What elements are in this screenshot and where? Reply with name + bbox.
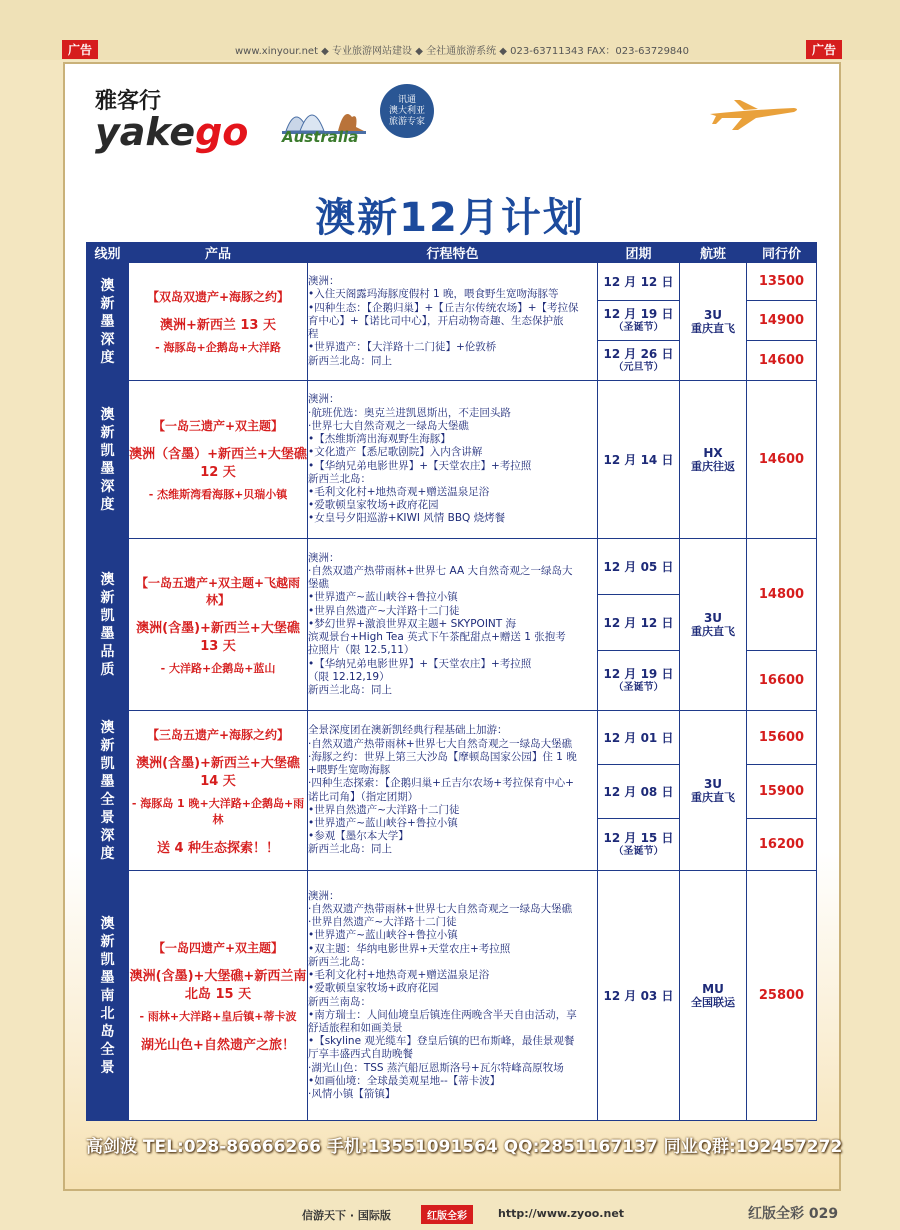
line-cell: 澳新凯墨深度 [87,381,129,539]
features-cell: 澳洲： •入住天阁露玛海豚度假村 1 晚，喂食野生宽吻海豚等 •四种生态：【企鹅归巢】+【丘吉尔传统农场】+【考拉保 育中心】+【诺比司中心】，开启动物奇趣、生态保护旅 程 •世界遗产：【大洋路十二门徒】+伦敦桥 新西兰北岛：同上 [308,263,598,381]
date-cell: 12 月 12 日 [598,263,680,301]
header-price: 同行价 [747,243,817,263]
ad-label-left: 广告 [62,40,98,59]
features-cell: 澳洲： ·航班优选：奥克兰进凯恩斯出，不走回头路 ·世界七大自然奇观之一绿岛大堡礁 •【杰维斯湾出海观野生海豚】 •文化遗产【悉尼歌剧院】入内含讲解 •【华纳兄弟电影世界】+【天堂农庄】+考拉照 新西兰北岛： •毛利文化村+地热奇观+赠送温泉足浴 •爱歌顿皇家牧场+政府花园 •女皇号夕阳巡游+KIWI 风情 BBQ 烧烤餐 [308,381,598,539]
footer-magazine-tag: 红版全彩 [421,1205,473,1224]
date-cell: 12 月 14 日 [598,381,680,539]
price-cell: 14600 [747,381,817,539]
table-row [87,871,817,1121]
price-cell: 16200 [747,819,817,871]
product-cell: 【一岛五遗产+双主题+飞越雨林】 澳洲(含墨)+新西兰+大堡礁 13 天 - 大洋路+企鹅岛+蓝山 [129,539,308,711]
line-cell: 澳新凯墨品质 [87,539,129,711]
page-title: 澳新12月计划 [315,195,585,241]
price-cell: 25800 [747,871,817,1121]
price-cell: 15900 [747,765,817,819]
date-cell: 12 月 05 日 [598,539,680,595]
date-cell: 12 月 26 日 （元旦节） [598,341,680,381]
features-cell: 澳洲： ·自然双遗产热带雨林+世界七 AA 大自然奇观之一绿岛大 堡礁 •世界遗产~蓝山峡谷+鲁拉小镇 •世界自然遗产~大洋路十二门徒 •梦幻世界+激浪世界双主题+ SKYPOINT 海 滨观景台+High Tea 英式下午茶配甜点+赠送 1 张抱考 拉照片（限 12.5,11） •【华纳兄弟电影世界】+【天堂农庄】+考拉照 （限 12.12,19） 新西兰北岛：同上 [308,539,598,711]
australia-expert-badge: 讯通 澳大利亚 旅游专家 [380,84,434,138]
date-cell: 12 月 15 日 （圣诞节） [598,819,680,871]
page-number: 红版全彩 029 [748,1206,839,1222]
australia-label: Australia [282,128,359,146]
features-cell: 全景深度团在澳新凯经典行程基础上加游： ·自然双遗产热带雨林+世界七大自然奇观之一绿岛大堡礁 ·海豚之约：世界上第三大沙岛【摩顿岛国家公园】住 1 晚 +喂野生宽吻海豚 ·四种生态探索：【企鹅归巢+丘吉尔农场+考拉保育中心+ 诺比司角】（指定团期） •世界自然遗产~大洋路十二门徒 •世界遗产~蓝山峡谷+鲁拉小镇 •参观【墨尔本大学】 新西兰北岛：同上 [308,711,598,871]
line-cell: 澳新凯墨全景深度 [87,711,129,871]
page-footer [0,1195,900,1230]
price-cell: 16600 [747,651,817,711]
product-cell: 【三岛五遗产+海豚之约】 澳洲(含墨)+新西兰+大堡礁 14 天 - 海豚岛 1 晚+大洋路+企鹅岛+雨林 送 4 种生态探索！！ [129,711,308,871]
price-cell: 13500 [747,263,817,301]
header-product: 产品 [129,243,308,263]
header-date: 团期 [598,243,680,263]
date-cell: 12 月 19 日 （圣诞节） [598,651,680,711]
header-line: 线别 [87,243,129,263]
price-cell: 15600 [747,711,817,765]
flight-cell: 3U 重庆直飞 [680,539,747,711]
footer-url: http://www.zyoo.net [498,1207,625,1220]
price-cell: 14600 [747,341,817,381]
date-cell: 12 月 19 日 （圣诞节） [598,301,680,341]
table-row [87,711,817,765]
table-row [87,539,817,595]
date-cell: 12 月 01 日 [598,711,680,765]
yakego-logo [95,84,249,154]
brand-name-cn: 雅客行 [95,89,162,114]
table-row [87,381,817,539]
table-row [87,263,817,301]
date-cell: 12 月 03 日 [598,871,680,1121]
header-features: 行程特色 [308,243,598,263]
date-cell: 12 月 08 日 [598,765,680,819]
flight-cell: 3U 重庆直飞 [680,711,747,871]
product-cell: 【一岛四遗产+双主题】 澳洲(含墨)+大堡礁+新西兰南北岛 15 天 - 雨林+大洋路+皇后镇+蒂卡波 湖光山色+自然遗产之旅！ [129,871,308,1121]
tour-schedule-table [86,242,817,1121]
price-cell: 14800 [747,539,817,651]
line-cell: 澳新墨深度 [87,263,129,381]
header-flight: 航班 [680,243,747,263]
brand-name-en: yakego [95,110,249,154]
contact-line: 高剑波 TEL:028-86666266 手机:13551091564 QQ:2851167137 同业Q群:192457272 [86,1137,843,1157]
flight-cell: MU 全国联运 [680,871,747,1121]
table-header-row [87,243,817,263]
features-cell: 澳洲： ·自然双遗产热带雨林+世界七大自然奇观之一绿岛大堡礁 ·世界自然遗产~大洋路十二门徒 •世界遗产~蓝山峡谷+鲁拉小镇 •双主题：华纳电影世界+天堂农庄+考拉照 新西兰北岛： •毛利文化村+地热奇观+赠送温泉足浴 •爱歌顿皇家牧场+政府花园 新西兰南岛： •南方瑞士：人间仙境皇后镇连住两晚含半天自由活动，享 舒适旅程和如画美景 •【skyline 观光缆车】登皇后镇的巴布斯峰，最佳景观餐 厅享丰盛西式自助晚餐 ·湖光山色：TSS 蒸汽船厄恩斯洛号+瓦尔特峰高原牧场 •如画仙境：全球最美观星地--【蒂卡波】 ·风情小镇【箭镇】 [308,871,598,1121]
line-cell: 澳新凯墨南北岛全景 [87,871,129,1121]
product-cell: 【双岛双遗产+海豚之约】 澳洲+新西兰 13 天 - 海豚岛+企鹅岛+大洋路 [129,263,308,381]
flight-cell: 3U 重庆直飞 [680,263,747,381]
header-contact-line: www.xinyour.net ◆ 专业旅游网站建设 ◆ 全社通旅游系统 ◆ 023-63711343 FAX：023-63729840 [235,46,690,57]
date-cell: 12 月 12 日 [598,595,680,651]
price-cell: 14900 [747,301,817,341]
footer-slogan: 信游天下 · 国际版 [302,1209,391,1222]
product-cell: 【一岛三遗产+双主题】 澳洲（含墨）+新西兰+大堡礁 12 天 - 杰维斯湾看海豚+贝瑞小镇 [129,381,308,539]
flight-cell: HX 重庆往返 [680,381,747,539]
airplane-icon [708,96,800,132]
ad-label-right: 广告 [806,40,842,59]
